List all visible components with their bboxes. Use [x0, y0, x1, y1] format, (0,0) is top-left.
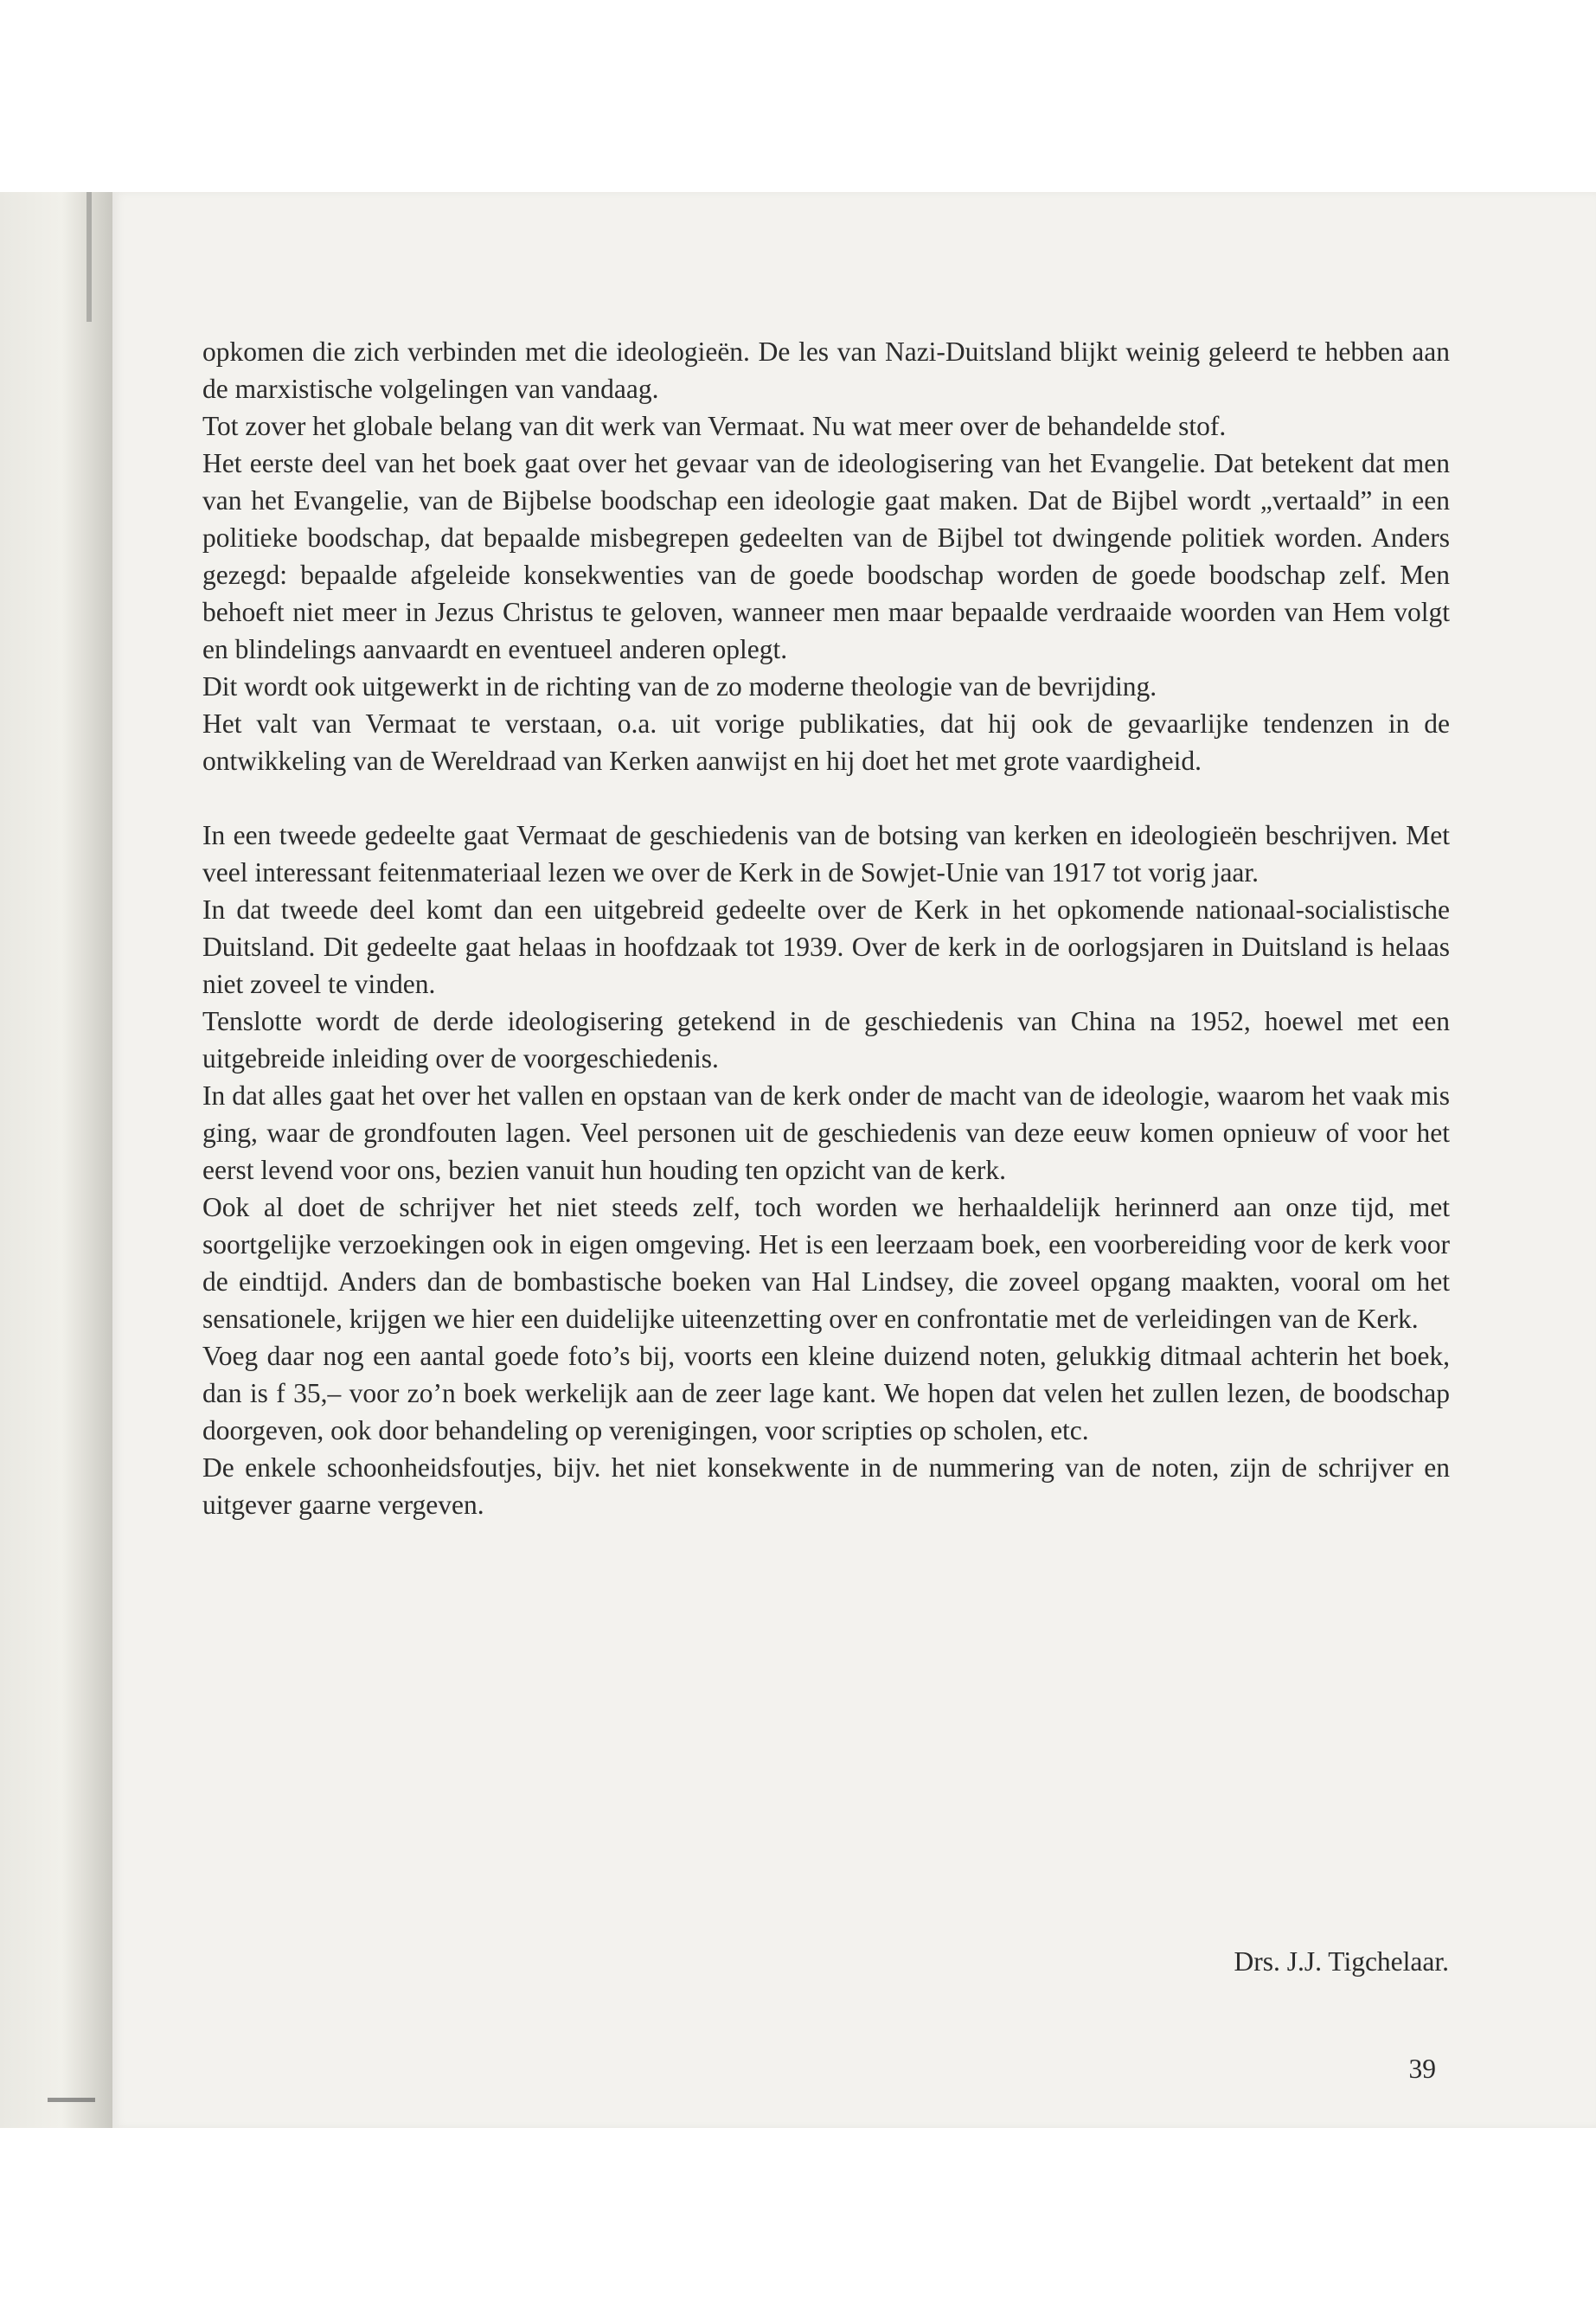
- paragraph: In dat alles gaat het over het vallen en opstaan van de kerk onder de macht van de ideologie, waarom het vaak mis ging, waar de grondfouten lagen. Veel personen uit de geschiedenis van deze eeuw komen opnieuw of voor het eerst levend voor ons, bezien vanuit hun houding ten opzicht van de kerk.: [202, 1080, 1450, 1185]
- page-number: 39: [1408, 2054, 1436, 2084]
- binding-foot-mark: [48, 2098, 95, 2102]
- book-page: [112, 192, 1596, 2128]
- body-text: [202, 333, 1450, 1523]
- paragraph: Tot zover het globale belang van dit werk van Vermaat. Nu wat meer over de behandelde stof.: [202, 411, 1227, 441]
- paragraph-gap: [202, 779, 1450, 817]
- paragraph: De enkele schoonheidsfoutjes, bijv. het niet konsekwente in de nummering van de noten, zijn de schrijver en uitgever gaarne vergeven.: [202, 1452, 1450, 1520]
- paragraph: Tenslotte wordt de derde ideologisering getekend in de geschiedenis van China na 1952, hoewel met een uitgebreide inleiding over de voorgeschiedenis.: [202, 1006, 1450, 1074]
- paragraph: Dit wordt ook uitgewerkt in de richting van de zo moderne theologie van de bevrijding.: [202, 671, 1157, 702]
- paragraph: In een tweede gedeelte gaat Vermaat de geschiedenis van de botsing van kerken en ideologieën beschrijven. Met veel interessant feitenmateriaal lezen we over de Kerk in de Sowjet-Unie van 1917 tot vorig jaar.: [202, 820, 1450, 888]
- paragraph: Het eerste deel van het boek gaat over het gevaar van de ideologisering van het Evangelie. Dat betekent dat men van het Evangelie, van de Bijbelse boodschap een ideologie gaat maken. Dat de Bijbel wordt „vertaald” in een politieke boodschap, dat bepaalde misbegrepen gedeelten van de Bijbel tot dwingende politiek worden. Anders gezegd: bepaalde afgeleide konsekwenties van de goede boodschap worden de goede boodschap zelf. Men behoeft niet meer in Jezus Christus te geloven, wanneer men maar bepaalde verdraaide woorden van Hem volgt en blindelings aanvaardt en eventueel anderen oplegt.: [202, 448, 1450, 664]
- paragraph: In dat tweede deel komt dan een uitgebreid gedeelte over de Kerk in het opkomende nationaal-socialistische Duitsland. Dit gedeelte gaat helaas in hoofdzaak tot 1939. Over de kerk in de oorlogsjaren in Duitsland is helaas niet zoveel te vinden.: [202, 894, 1450, 999]
- paragraph: opkomen die zich verbinden met die ideologieën. De les van Nazi-Duitsland blijkt weinig geleerd te hebben aan de marxistische volgelingen van vandaag.: [202, 336, 1450, 404]
- book-binding: [0, 192, 112, 2128]
- paragraph: Ook al doet de schrijver het niet steeds zelf, toch worden we herhaaldelijk herinnerd aan onze tijd, met soortgelijke verzoekingen ook in eigen omgeving. Het is een leerzaam boek, een voorbereiding voor de kerk voor de eindtijd. Anders dan de bombastische boeken van Hal Lindsey, die zoveel opgang maakten, vooral om het sensationele, krijgen we hier een duidelijke uiteenzetting over en confrontatie met de verleidingen van de Kerk.: [202, 1192, 1450, 1334]
- paragraph: Voeg daar nog een aantal goede foto’s bij, voorts een kleine duizend noten, gelukkig ditmaal achterin het boek, dan is f 35,– voor zo’n boek werkelijk aan de zeer lage kant. We hopen dat velen het zullen lezen, de boodschap doorgeven, ook door behandeling op verenigingen, voor scripties op scholen, etc.: [202, 1341, 1450, 1445]
- paragraph: Het valt van Vermaat te verstaan, o.a. uit vorige publikaties, dat hij ook de gevaarlijke tendenzen in de ontwikkeling van de Wereldraad van Kerken aanwijst en hij doet het met grote vaardigheid.: [202, 708, 1450, 776]
- binding-edge-shadow: [87, 192, 92, 322]
- author-signature: Drs. J.J. Tigchelaar.: [1234, 1946, 1449, 1977]
